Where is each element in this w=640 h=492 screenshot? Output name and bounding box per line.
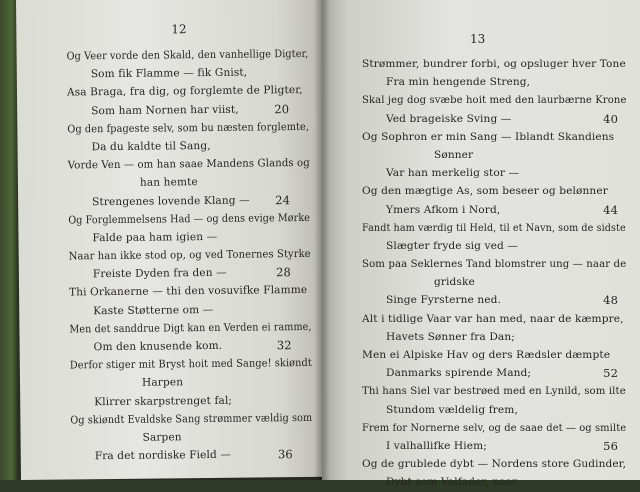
poem-line-text: Falde paa ham igien — [92,230,218,245]
poem-line-text: Frem for Nornerne selv, og de saae det — og smilte [362,421,627,434]
poem-line-text: Og den fpageste selv, som bu næsten forglemte, [67,120,310,136]
poem-line [322,237,640,255]
poem-line-text: I valhallifke Hiem; [386,439,487,452]
poem-line [322,455,640,473]
poem-line-text: Thi hans Siel var bestrøed med en Lynild, som ilte [362,385,626,398]
poem-line-text: Og den mægtige As, som beseer og belønner [362,185,608,198]
right-page [322,0,640,489]
poem-line-text: Og Veer vorde den Skald, den vanhellige Digter, [66,47,309,63]
poem-line-text: Fandt ham værdig til Held, til et Navn, som de sidste [362,221,626,234]
poem-line [322,128,640,146]
poem-line [21,445,327,466]
line-number: 48 [603,293,618,308]
poem-line-text: Singe Fyrsterne ned. [386,294,502,307]
poem-line-text: Ved brageiske Sving — [386,112,512,125]
poem-line [322,310,640,328]
poem-line [322,364,640,382]
line-number: 36 [277,447,293,462]
line-number: 52 [603,366,618,381]
poem-line [322,91,640,109]
poem-line-text: Klirrer skarpstrenget fal; [94,394,233,408]
poem-line-text: Asa Braga, fra dig, og forglemte de Pligter, [66,84,303,99]
line-number: 20 [274,101,290,116]
line-number: 44 [603,202,618,217]
poem-line-text: Derfor stiger mit Bryst hoit med Sange! skiøndt [69,357,312,372]
poem-line-text: Kaste Støtterne om — [93,303,214,317]
poem-line-text: Naar han ikke stod op, og ved Tonernes Styrke [68,247,311,263]
line-number: 32 [276,338,292,353]
poem-line-text: Freiste Dyden fra den — [92,267,227,281]
right-page-text [322,55,640,492]
poem-line-text: Som paa Seklernes Tand blomstrer ung — naar de [362,258,627,271]
poem-line-text: Thi Orkanerne — thi den vosuvifke Flamme [69,284,308,299]
poem-line [322,328,640,346]
poem-line [322,273,640,291]
poem-line-text: Harpen [141,376,184,390]
poem-line-text: Men ei Alpiske Hav og ders Rædsler dæmpte [362,349,611,361]
poem-line [322,110,640,128]
poem-line [322,73,640,91]
poem-line-text: Havets Sønner fra Dan; [386,330,515,343]
poem-line [322,419,640,437]
poem-line [322,346,640,364]
poem-line-text: Og skiøndt Evaldske Sang strømmer vældig som [70,411,313,427]
line-number: 24 [275,192,291,207]
poem-line [322,382,640,400]
line-number: 40 [603,111,618,126]
poem-line [322,201,640,219]
left-page [16,0,327,480]
poem-line [322,55,640,73]
poem-line [322,182,640,200]
poem-line-text: Som ham Nornen har viist, [91,103,239,117]
poem-line-text: Strømmer, bundrer forbi, og opsluger hver Tone [362,58,626,70]
poem-line [322,401,640,419]
book-gutter [314,0,330,480]
page-number-right: 13 [470,32,486,46]
poem-line-text: Alt i tidlige Vaar var han med, naar de kæmpre, [362,312,624,325]
poem-line [322,146,640,164]
poem-line-text: Men det sanddrue Digt kan en Verden ei ramme, [69,320,312,336]
poem-line-text: Stundom vældelig frem, [386,403,518,416]
line-number: 28 [275,265,291,280]
poem-line-text: Skal jeg dog svæbe hoit med den laurbærne Krone [362,94,627,107]
poem-line [322,437,640,455]
poem-line-text: Strengenes lovende Klang — [92,194,250,208]
poem-line-text: Sønner [434,148,474,161]
poem-line-text: gridske [434,276,475,289]
left-page-text [17,45,327,466]
poem-line-text: Dybt som Valfader, naar [386,476,518,489]
poem-line-text: Slægter fryde sig ved — [386,239,519,252]
poem-line-text: Fra min hengende Streng, [386,76,531,89]
page-number-left: 12 [171,22,187,37]
poem-line-text: Og Sophron er min Sang — Iblandt Skandiens [362,130,615,143]
poem-line-text: Fra det nordiske Field — [94,448,232,463]
poem-line-text: Da du kaldte til Sang, [91,139,211,154]
poem-line-text: Og de grublede dybt — Nordens store Gudinder, [362,458,627,471]
poem-line-text: Ymers Afkom i Nord, [386,203,501,216]
poem-line-text: han hemte [139,176,198,190]
poem-line-text: Danmarks spirende Mand; [386,367,532,380]
poem-line-text: Om den knusende kom. [93,339,223,354]
line-number: 56 [603,438,618,453]
poem-line-text: Som fik Flamme — fik Gnist, [90,66,248,81]
poem-line-text: Sarpen [142,431,182,444]
poem-line [322,473,640,491]
poem-line [322,219,640,237]
poem-line-text: Og Forglemmelsens Had — og dens evige Mørke [68,211,311,227]
poem-line-text: Var han merkelig stor — [386,167,520,180]
poem-line [322,291,640,309]
poem-line [322,164,640,182]
poem-line [322,255,640,273]
poem-line-text: Vorde Ven — om han saae Mandens Glands og [67,157,310,172]
